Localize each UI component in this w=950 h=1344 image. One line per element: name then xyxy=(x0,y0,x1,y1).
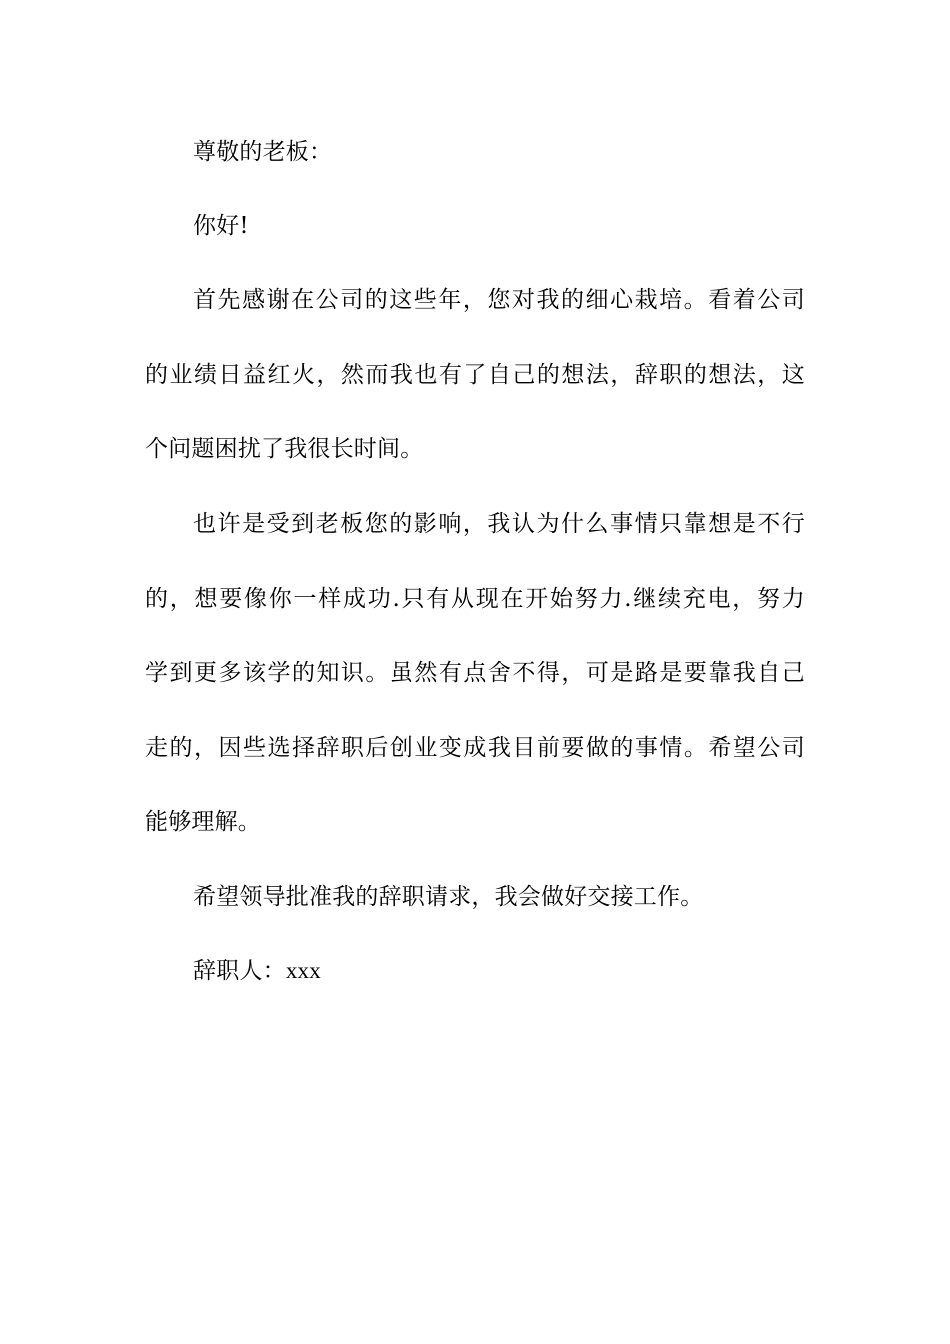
paragraph-1-line-1: 首先感谢在公司的这些年，您对我的细心栽培。看着公司 xyxy=(193,287,805,313)
signature-name: xxx xyxy=(285,958,321,983)
paragraph-1-line-2: 的业绩日益红火，然而我也有了自己的想法，辞职的想法，这 xyxy=(145,362,805,388)
paragraph-1-line-3: 个问题困扰了我很长时间。 xyxy=(145,436,424,462)
salutation: 尊敬的老板： xyxy=(193,139,333,165)
signature xyxy=(193,956,805,986)
paragraph-2-line-3: 学到更多该学的知识。虽然有点舍不得，可是路是要靠我自己 xyxy=(145,660,805,686)
paragraph-2-line-5: 能够理解。 xyxy=(145,809,261,835)
paragraph-2-line-1: 也许是受到老板您的影响，我认为什么事情只靠想是不行 xyxy=(193,511,805,537)
paragraph-2-line-4: 走的，因些选择辞职后创业变成我目前要做的事情。希望公司 xyxy=(145,735,805,761)
signature-label: 辞职人： xyxy=(193,958,286,984)
greeting: 你好! xyxy=(193,213,249,239)
paragraph-2-line-2: 的，想要像你一样成功.只有从现在开始努力.继续充电，努力 xyxy=(145,586,805,612)
paragraph-3: 希望领导批准我的辞职请求，我会做好交接工作。 xyxy=(193,884,704,910)
